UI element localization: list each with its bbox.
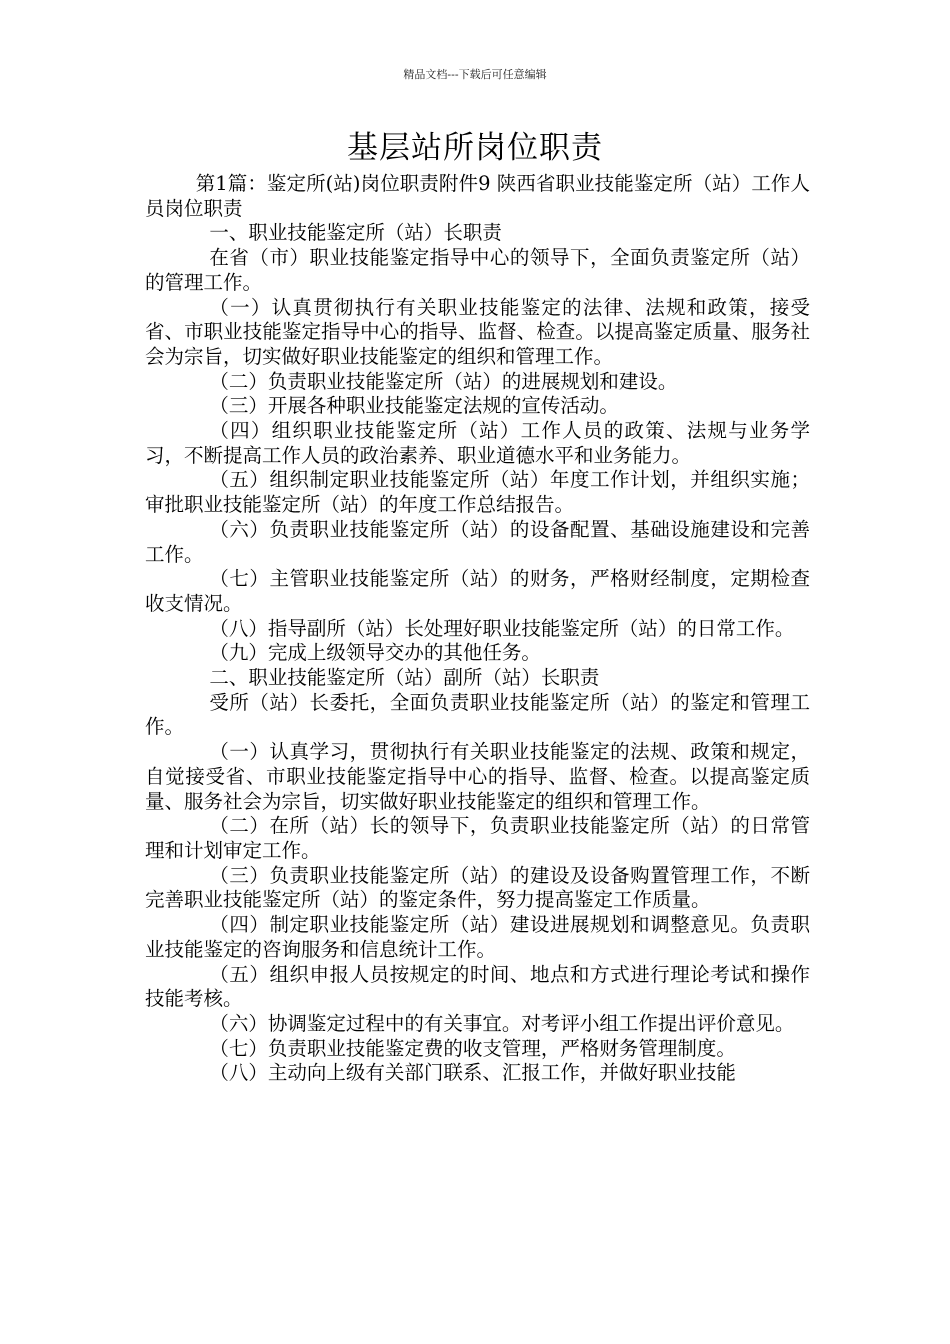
- paragraph: （三）负责职业技能鉴定所（站）的建设及设备购置管理工作，不断完善职业技能鉴定所（站）的鉴定条件，努力提高鉴定工作质量。: [145, 863, 810, 912]
- paragraph: （五）组织申报人员按规定的时间、地点和方式进行理论考试和操作技能考核。: [145, 962, 810, 1011]
- paragraph: （六）负责职业技能鉴定所（站）的设备配置、基础设施建设和完善工作。: [145, 517, 810, 566]
- paragraph: 二、职业技能鉴定所（站）副所（站）长职责: [209, 666, 600, 690]
- paragraph: （二）在所（站）长的领导下，负责职业技能鉴定所（站）的日常管理和计划审定工作。: [145, 814, 810, 862]
- paragraph: （四）组织职业技能鉴定所（站）工作人员的政策、法规与业务学习，不断提高工作人员的政治素养、职业道德水平和业务能力。: [145, 419, 810, 467]
- document-body: [145, 172, 810, 1086]
- paragraph: 在省（市）职业技能鉴定指导中心的领导下，全面负责鉴定所（站）的管理工作。: [145, 246, 810, 294]
- paragraph: （五）组织制定职业技能鉴定所（站）年度工作计划，并组织实施；审批职业技能鉴定所（站）的年度工作总结报告。: [145, 468, 810, 517]
- paragraph: （四）制定职业技能鉴定所（站）建设进展规划和调整意见。负责职业技能鉴定的咨询服务和信息统计工作。: [145, 913, 810, 961]
- paragraph: （一）认真贯彻执行有关职业技能鉴定的法律、法规和政策，接受省、市职业技能鉴定指导中心的指导、监督、检查。以提高鉴定质量、服务社会为宗旨，切实做好职业技能鉴定的组织和管理工作。: [145, 295, 810, 368]
- paragraph: （七）主管职业技能鉴定所（站）的财务，严格财经制度，定期检查收支情况。: [145, 567, 810, 615]
- paragraph: 第1篇：鉴定所(站)岗位职责附件9 陕西省职业技能鉴定所（站）工作人员岗位职责: [145, 172, 810, 220]
- paragraph: （六）协调鉴定过程中的有关事宜。对考评小组工作提出评价意见。: [209, 1011, 795, 1035]
- paragraph: 受所（站）长委托，全面负责职业技能鉴定所（站）的鉴定和管理工作。: [145, 690, 810, 739]
- paragraph: （八）主动向上级有关部门联系、汇报工作，并做好职业技能: [209, 1061, 736, 1085]
- page-header: 精品文档---下载后可任意编辑: [403, 68, 547, 81]
- document-title: 基层站所岗位职责: [347, 130, 603, 166]
- paragraph: （七）负责职业技能鉴定费的收支管理，严格财务管理制度。: [209, 1036, 736, 1060]
- paragraph: （一）认真学习，贯彻执行有关职业技能鉴定的法规、政策和规定，自觉接受省、市职业技能鉴定指导中心的指导、监督、检查。以提高鉴定质量、服务社会为宗旨，切实做好职业技能鉴定的组织和管理工作。: [145, 740, 810, 813]
- paragraph: （三）开展各种职业技能鉴定法规的宣传活动。: [209, 394, 619, 418]
- paragraph: （二）负责职业技能鉴定所（站）的进展规划和建设。: [209, 369, 678, 393]
- paragraph: （八）指导副所（站）长处理好职业技能鉴定所（站）的日常工作。: [209, 616, 795, 640]
- paragraph: （九）完成上级领导交办的其他任务。: [209, 641, 541, 665]
- paragraph: 一、职业技能鉴定所（站）长职责: [209, 221, 502, 245]
